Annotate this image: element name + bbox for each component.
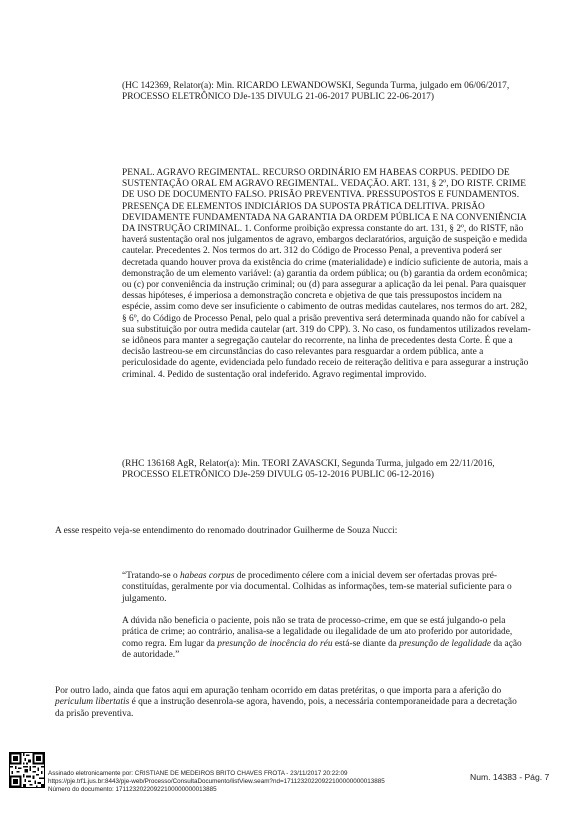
quote1-part-1: “Tratando-se o [122, 571, 180, 581]
intro-paragraph: A esse respeito veja-se entendimento do renomado doutrinador Guilherme de Souza Nucci: [55, 526, 398, 536]
quote2-part-1: A dúvida não beneficia o paciente, pois não se trata de processo-crime, em que se está julgando-o pela prática de crime; ao contrário, analisa-se a legalidade ou ilegalidade de um ato proferido por autoridade, como regra. Em lugar da [122, 616, 513, 649]
ementa-text: PENAL. AGRAVO REGIMENTAL. RECURSO ORDINÁRIO EM HABEAS CORPUS. PEDIDO DE SUSTENTAÇÃO ORAL EM AGRAVO REGIMENTAL. VEDAÇÃO. ART. 131, § 2º, DO RISTF. CRIME DE USO DE DOCUMENTO FALSO. PRISÃO PREVENTIVA. PRESSUPOSTOS E FUNDAMENTOS. PRESENÇA DE ELEMENTOS INDICIÁRIOS DA SUPOSTA PRÁTICA DELITIVA. PRISÃO DEVIDAMENTE FUNDAMENTADA NA GARANTIA DA ORDEM PÚBLICA E NA CONVENIÊNCIA DA INSTRUÇÃO CRIMINAL. 1. Conforme proibição expressa constante do art. 131, § 2º, do RISTF, não haverá sustentação oral nos julgamentos de agravo, embargos declaratórios, arguição de suspeição e medida cautelar. Precedentes 2. Nos termos do art. 312 do Código de Processo Penal, a preventiva poderá ser decretada quando houver prova da existência do crime (materialidade) e indício suficiente de autoria, mais a demonstração de um elemento variável: (a) garantia da ordem pública; ou (b) garantia da ordem econômica; ou (c) por conveniência da instrução criminal; ou (d) para assegurar a aplicação da lei penal. Para quaisquer dessas hipóteses, é imperiosa a demonstração concreta e objetiva de que tais pressupostos incidem na espécie, assim como deve ser insuficiente o cabimento de outras medidas cautelares, nos termos do art. 282, § 6º, do Código de Processo Penal, pelo qual a prisão preventiva será determinada quando não for cabível a sua substituição por outra medida cautelar (art. 319 do CPP). 3. No caso, os fundamentos utilizados revelam-se idôneos para manter a segregação cautelar do recorrente, na linha de precedentes desta Corte. É que a decisão lastreou-se em circunstâncias do caso relevantes para resguardar a ordem pública, ante a periculosidade do agente, evidenciada pelo fundado receio de reiteração delitiva e para assegurar a instrução criminal. 4. Pedido de sustentação oral indeferido. Agravo regimental improvido. [122, 168, 531, 380]
citation-rhc-136168: (RHC 136168 AgR, Relator(a): Min. TEORI ZAVASCKI, Segunda Turma, julgado em 22/11/2016, PROCESSO ELETRÔNICO DJe-259 DIVULG 05-12-2016 PUBLIC 06-12-2016) [122, 459, 495, 481]
quote2-part-3: da ação de autoridade.” [122, 638, 522, 661]
page-number: Num. 14383 - Pág. 7 [470, 772, 550, 782]
quote2-italic-presuncao-legalidade: presunção de legalidade [399, 638, 491, 649]
closing-part-1: Por outro lado, ainda que fatos aqui em apuração tenham ocorrido em datas pretéritas, o que importa para a aferição do [55, 686, 502, 696]
closing-italic-periculum: periculum libertatis [55, 697, 130, 708]
footer-document-number: Número do documento: 17112320220922100000000013885 [48, 786, 217, 793]
quote2-italic-presuncao-inocencia: presunção de inocência do réu [217, 638, 333, 649]
quote1-italic-habeas-corpus: habeas corpus [179, 571, 235, 581]
citation-hc-142369: (HC 142369, Relator(a): Min. RICARDO LEWANDOWSKI, Segunda Turma, julgado em 06/06/2017, PROCESSO ELETRÔNICO DJe-135 DIVULG 21-06-2017 PUBLIC 22-06-2017) [122, 81, 510, 103]
footer-signature: Assinado eletronicamente por: CRISTIANE DE MEDEIROS BRITO CHAVES FROTA - 23/11/2017 20:22:09 [48, 770, 348, 777]
quote-paragraph-1 [122, 571, 522, 605]
closing-paragraph [55, 686, 525, 720]
closing-part-2: é que a instrução desenrola-se agora, havendo, pois, a necessária contemporaneidade para a decretação da prisão preventiva. [55, 697, 517, 719]
quote2-part-2: está-se diante da [332, 638, 400, 649]
footer-url-link[interactable]: https://pje.trf1.jus.br:8443/pje-web/Processo/ConsultaDocumento/listView.seam?nd=17112320220922100000000013885 [48, 778, 385, 785]
quote1-part-2: de procedimento célere com a inicial devem ser ofertadas provas pré-constituídas, geralmente por via documental. Colhidas as informações, tem-se material suficiente para o julgamento. [122, 571, 512, 604]
qr-code-icon [9, 752, 45, 788]
quote-paragraph-2 [122, 616, 522, 662]
